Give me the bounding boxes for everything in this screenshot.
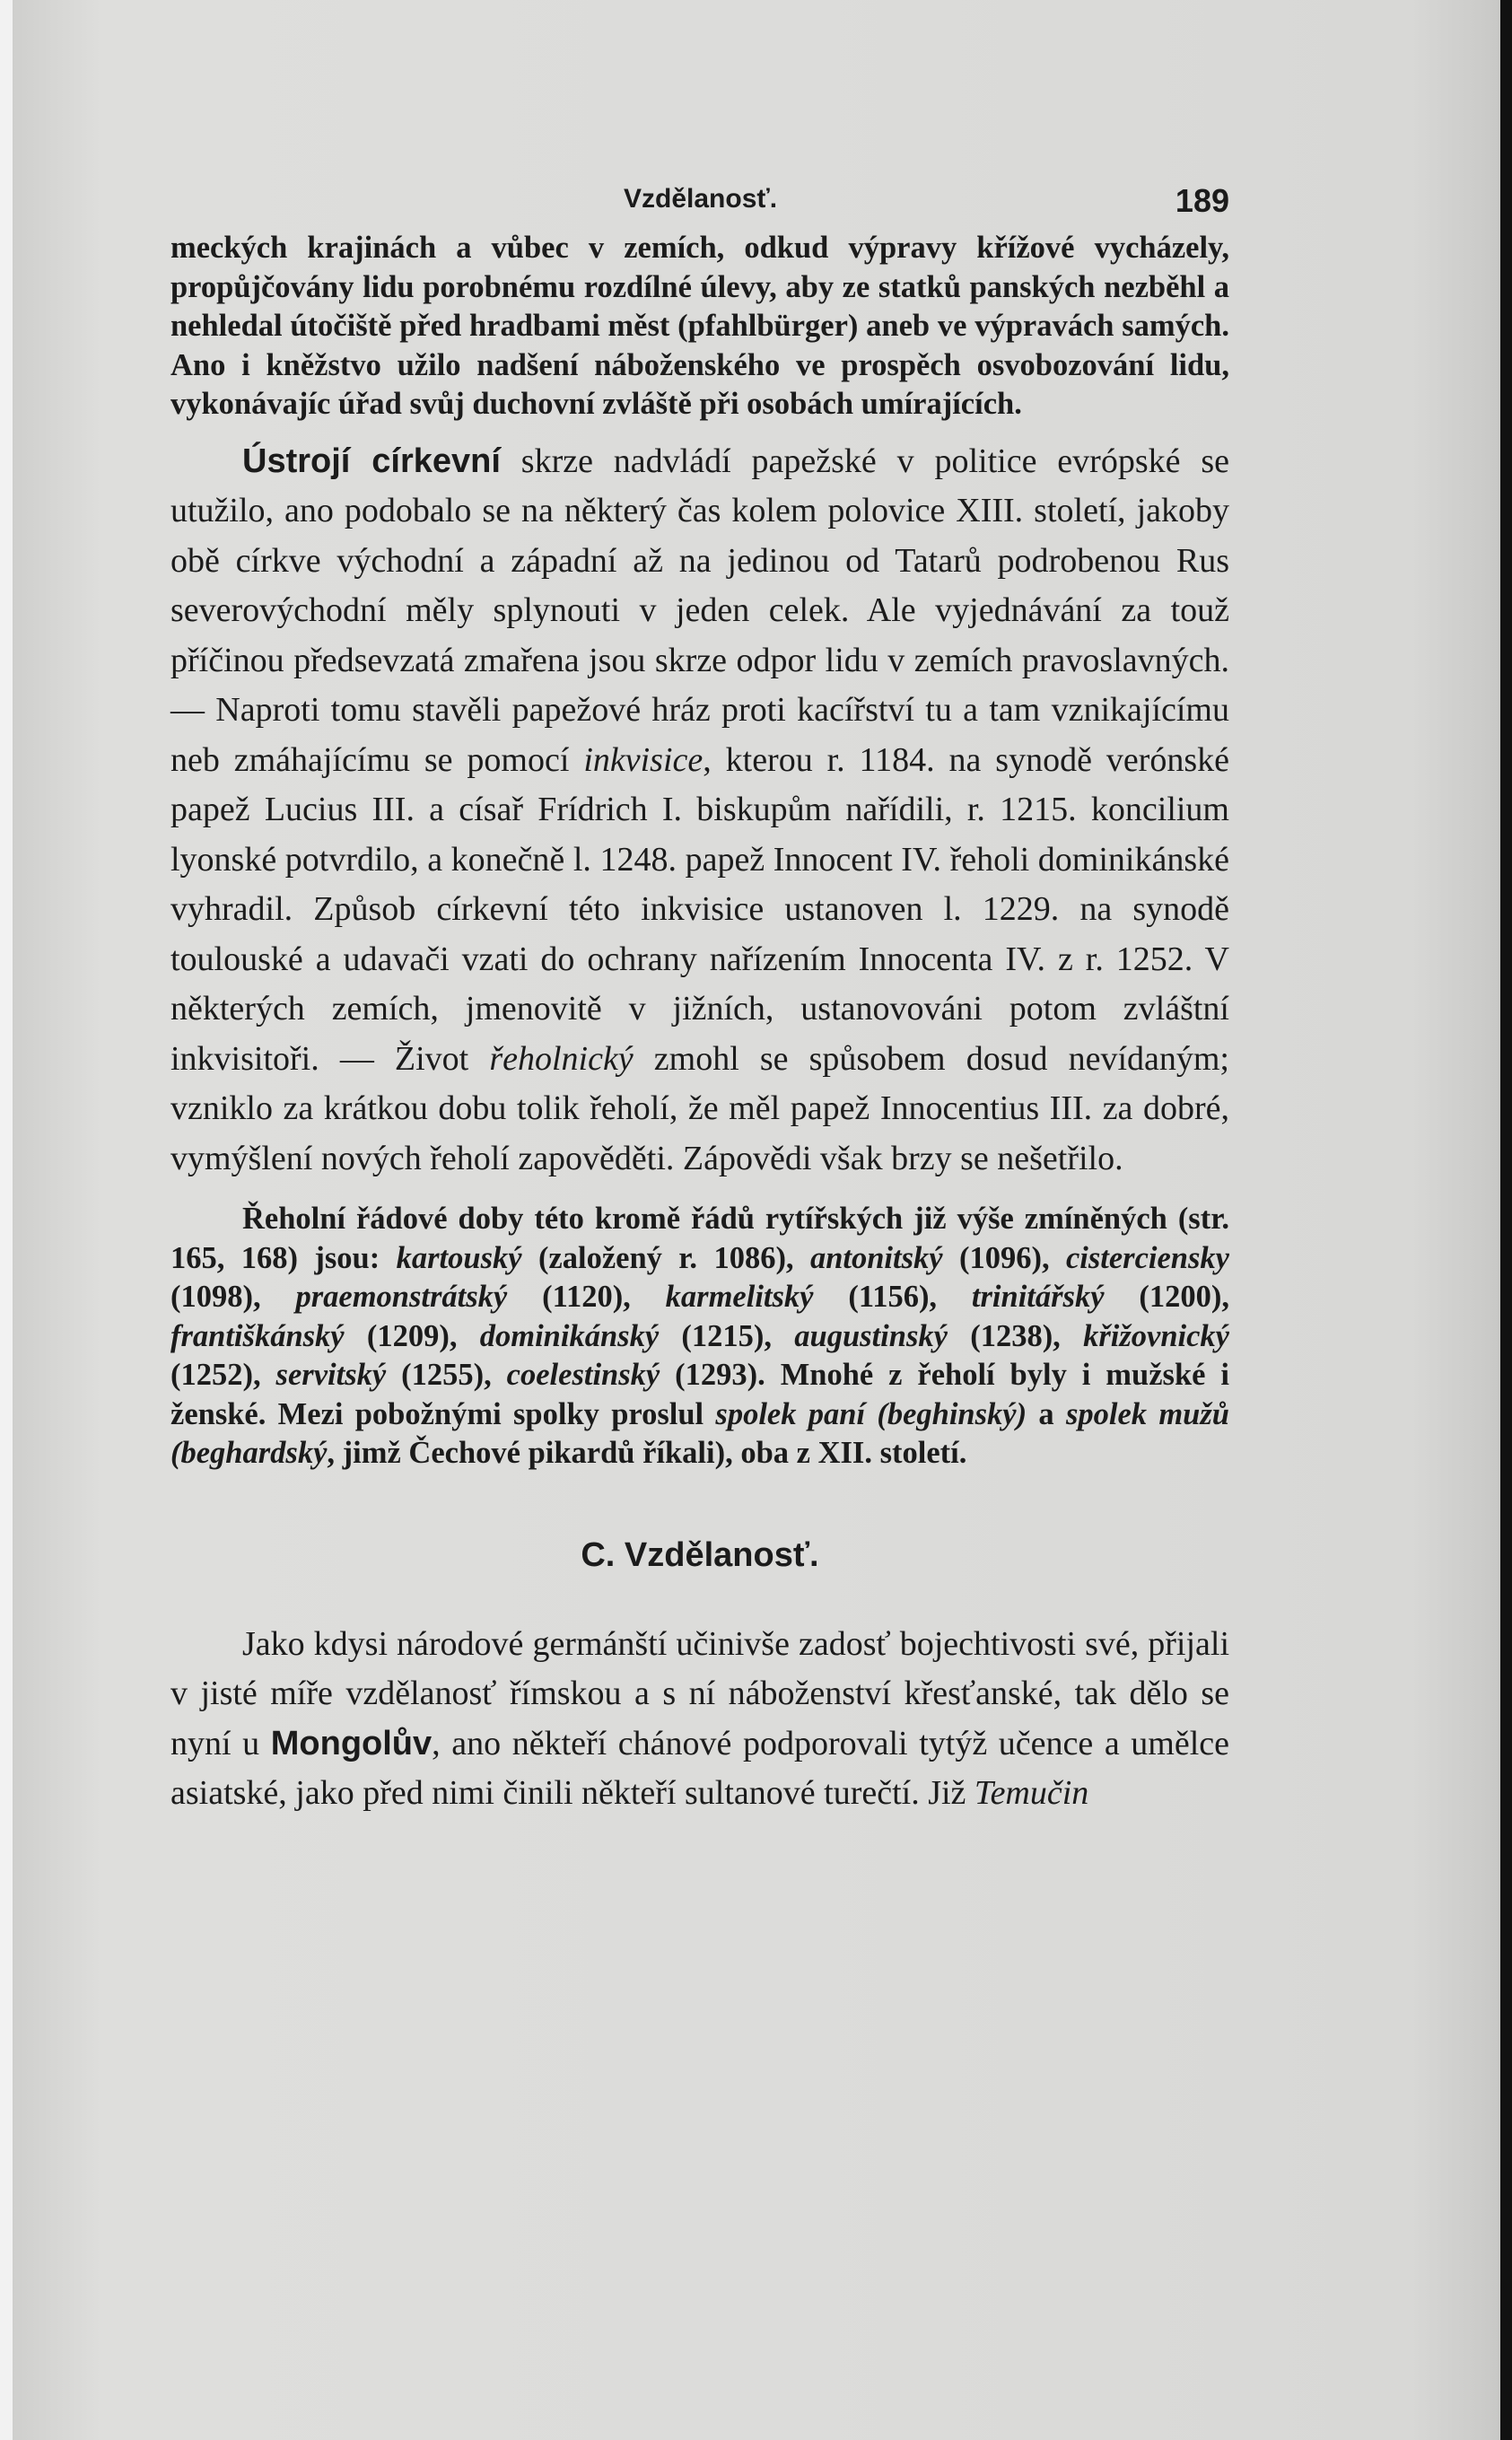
running-title: Vzdělanosť. [624,184,778,214]
text-run: (založený r. 1086), [521,1240,810,1275]
page-number: 189 [1175,182,1229,219]
section-heading: C. Vzdělanosť. [581,1535,819,1574]
italic-term: spolek mužů (beghardský [170,1396,1229,1470]
italic-term: řeholnický [489,1039,634,1078]
italic-term: inkvisice [583,740,704,779]
italic-term: karmelitský [665,1280,814,1314]
italic-term: křižovnický [1083,1318,1229,1353]
italic-term: servitský [275,1358,387,1392]
text-run: (1293). Mnohé z řeholí byly i mužské i ženské. Mezi pobožnými spolky proslul [170,1358,1229,1431]
text-run: zmohl se spůsobem dosud nevídaným; vzniklo za krátkou dobu tolik řeholí, že měl papež Innocentius III. za dobré, vymýšlení nových řeholí zapověděti. Zápovědi však brzy se nešetřilo. [170,1039,1229,1177]
text-run: (1209), [344,1318,480,1353]
text-run: (1215), [659,1318,795,1353]
paragraph-church-organization [170,437,1229,1185]
spacer [170,1184,1229,1200]
text-run: Řeholní řádové doby této kromě řádů rytířských již výše zmíněných (str. 165, 168) jsou: [170,1202,1229,1275]
text-run: , kterou r. 1184. na synodě verónské papež Lucius III. a císař Frídrich I. biskupům nařídili, r. 1215. koncilium lyonské potvrdilo, a konečně l. 1248. papež Innocent IV. řeholi dominikánské vyhradil. Způsob církevní této inkvisice ustanoven l. 1229. na synodě toulouské a udavači vzati do ochrany nařízením Innocenta IV. z r. 1252. V některých zemích, jmenovitě v jižních, ustanovováni potom zvláštní inkvisitoři. — Život [170,740,1229,1078]
page-header [170,175,1229,229]
text-run: (1255), [386,1358,507,1392]
italic-term: antonitský [809,1240,943,1275]
text-run: (1096), [942,1240,1066,1275]
text-run: (1200), [1104,1280,1230,1314]
text-run: a [1027,1396,1066,1431]
italic-term: coelestinský [506,1358,660,1392]
text-run: (1238), [947,1318,1084,1353]
italic-term: praemonstrátský [295,1280,508,1314]
page-right-edge [1500,0,1512,2440]
bold-term: Mongolův [270,1724,433,1762]
italic-term: cisterciensky [1065,1240,1229,1275]
text-run: (1098), [170,1280,296,1314]
text-run: (1252), [170,1358,276,1392]
italic-term: kartouský [396,1240,522,1275]
spacer [170,424,1229,437]
paragraph-religious-orders [170,1200,1229,1474]
text-run: (1120), [507,1280,666,1314]
italic-term: augustinský [794,1318,948,1353]
lead-term: Ústrojí církevní [242,442,501,480]
italic-term: františkánský [170,1318,345,1353]
text-run: Jako kdysi národové germánští učinivše zadosť bojechtivosti své, přijali v jisté míře vzdělanosť římskou a s ní náboženství křesťanské, tak dělo se nyní u [170,1624,1229,1762]
paragraph-1: meckých krajinách a vůbec v zemích, odkud výpravy křížové vycházely, propůjčovány lidu porobnému rozdílné úlevy, aby ze statků panských nezběhl a nehledal útočiště před hradbami měst (pfahlbürger) aneb ve výpravách samých. Ano i kněžstvo užilo nadšení náboženského ve prospěch osvobozování lidu, vykonávajíc úřad svůj duchovní zvláště při osobách umírajících. [170,231,1229,421]
italic-term: dominikánský [479,1318,660,1353]
italic-term: spolek paní (beghinský) [715,1396,1027,1431]
italic-term: Temučin [974,1774,1089,1812]
text-run: (1156), [813,1280,972,1314]
text-run: , jimž Čechové pikardů říkali), oba z XII. století. [327,1436,967,1470]
text-run: , ano někteří chánové podporovali tytýž učence a umělce asiatské, jako před nimi činili někteří sultanové turečtí. Již [170,1724,1229,1812]
italic-term: trinitářský [971,1280,1105,1314]
text-run: skrze nadvládí papežské v politice evrópské se utužilo, ano podobalo se na některý čas kolem polovice XIII. století, jakoby obě církve východní a západní až na jedinou od Tatarů podrobenou Rus severovýchodní měly splynouti v jeden celek. Ale vyjednávání za touž příčinou předsevzatá zmařena jsou skrze odpor lidu v zemích pravoslavných. — Naproti tomu stavěli papežové hráz proti kacířství tu a tam vznikajícímu neb zmáhajícímu se pomocí [170,442,1229,779]
page-text [170,175,1229,1819]
paragraph-mongols [170,1620,1229,1819]
